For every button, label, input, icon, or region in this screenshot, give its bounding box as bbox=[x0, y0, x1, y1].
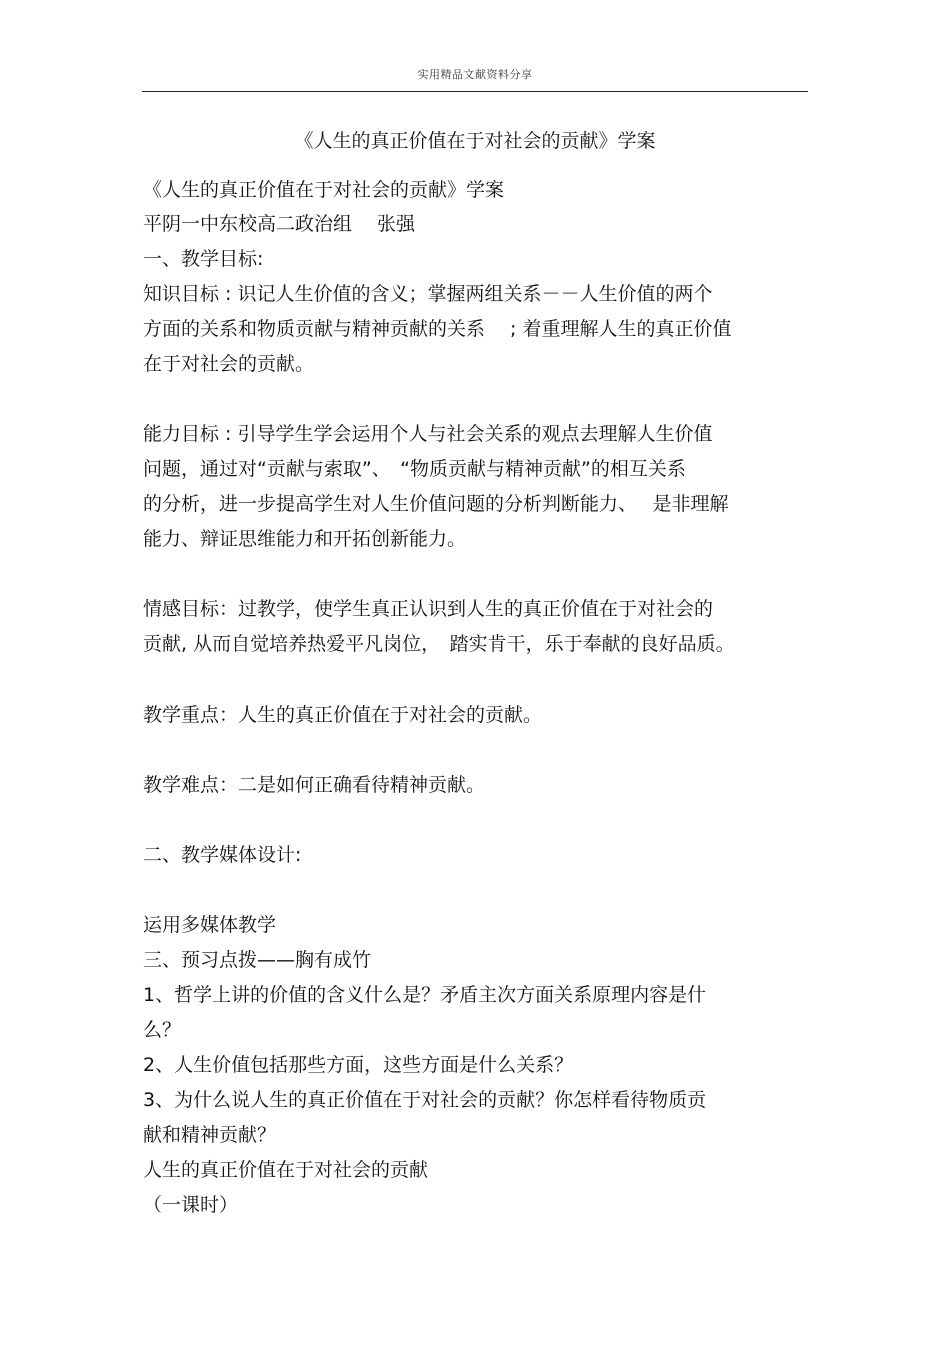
paragraph-line: 人生的真正价值在于对社会的贡献 bbox=[143, 1159, 429, 1181]
paragraph-line: 贡献, 从而自觉培养热爱平凡岗位， 踏实肯干，乐于奉献的良好品质。 bbox=[143, 633, 735, 655]
paragraph-line: 知识目标 : 识记人生价值的含义；掌握两组关系－－人生价值的两个 bbox=[143, 283, 713, 305]
header-divider bbox=[142, 91, 808, 92]
section-heading: 三、预习点拨——胸有成竹 bbox=[143, 949, 372, 971]
paragraph-line: 的分析，进一步提高学生对人生价值问题的分析判断能力、 是非理解 bbox=[143, 493, 729, 515]
paragraph-line: 《人生的真正价值在于对社会的贡献》学案 bbox=[143, 179, 505, 201]
paragraph-line: 能力、辩证思维能力和开拓创新能力。 bbox=[143, 528, 467, 550]
document-title: 《人生的真正价值在于对社会的贡献》学案 bbox=[294, 130, 656, 152]
paragraph-line: 在于对社会的贡献。 bbox=[143, 353, 315, 375]
question-line: 1、哲学上讲的价值的含义什么是？矛盾主次方面关系原理内容是什 bbox=[143, 984, 707, 1006]
paragraph-line: 问题，通过对“贡献与索取”、 “物质贡献与精神贡献”的相互关系 bbox=[143, 458, 686, 480]
question-line: 献和精神贡献？ bbox=[143, 1124, 277, 1146]
question-line: 么？ bbox=[143, 1019, 182, 1041]
paragraph-line: 教学难点：二是如何正确看待精神贡献。 bbox=[143, 774, 486, 796]
question-line: 3、为什么说人生的真正价值在于对社会的贡献？你怎样看待物质贡 bbox=[143, 1089, 707, 1111]
paragraph-line: 平阴一中东校高二政治组 张强 bbox=[143, 213, 416, 235]
paragraph-line: 方面的关系和物质贡献与精神贡献的关系 ; 着重理解人生的真正价值 bbox=[143, 318, 732, 340]
page-header: 实用精品文献资料分享 bbox=[417, 68, 533, 81]
paragraph-line: （一课时） bbox=[143, 1194, 239, 1216]
question-line: 2、人生价值包括那些方面，这些方面是什么关系？ bbox=[143, 1054, 574, 1076]
paragraph-line: 能力目标 : 引导学生学会运用个人与社会关系的观点去理解人生价值 bbox=[143, 423, 713, 445]
paragraph-line: 运用多媒体教学 bbox=[143, 914, 277, 936]
paragraph-line: 教学重点：人生的真正价值在于对社会的贡献。 bbox=[143, 704, 543, 726]
paragraph-line: 情感目标：过教学，使学生真正认识到人生的真正价值在于对社会的 bbox=[143, 598, 714, 620]
section-heading: 一、教学目标: bbox=[143, 248, 264, 270]
section-heading: 二、教学媒体设计: bbox=[143, 844, 302, 866]
